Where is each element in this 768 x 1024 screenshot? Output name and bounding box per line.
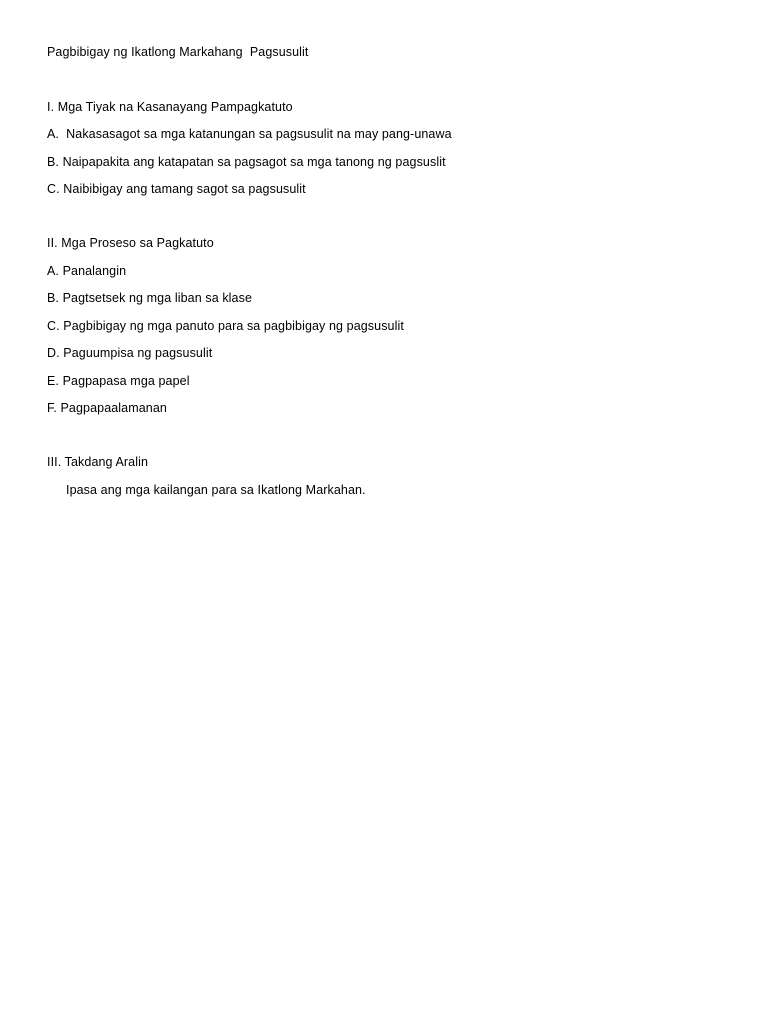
section-2-item-f: F. Pagpapaalamanan bbox=[47, 401, 167, 415]
section-3-body: Ipasa ang mga kailangan para sa Ikatlong Markahan. bbox=[66, 483, 366, 497]
section-2-item-b: B. Pagtsetsek ng mga liban sa klase bbox=[47, 291, 253, 305]
section-2-item-d: D. Paguumpisa ng pagsusulit bbox=[47, 346, 213, 360]
section-2-item-c: C. Pagbibigay ng mga panuto para sa pagbibigay ng pagsusulit bbox=[47, 319, 404, 333]
section-2-heading: II. Mga Proseso sa Pagkatuto bbox=[47, 236, 214, 250]
section-1-item-a: A. Nakasasagot sa mga katanungan sa pagsusulit na may pang-unawa bbox=[47, 127, 452, 141]
section-1-heading: I. Mga Tiyak na Kasanayang Pampagkatuto bbox=[47, 100, 293, 114]
document-title: Pagbibigay ng Ikatlong Markahang Pagsusulit bbox=[47, 45, 309, 59]
section-1-item-b: B. Naipapakita ang katapatan sa pagsagot sa mga tanong ng pagsuslit bbox=[47, 155, 446, 169]
section-1-item-c: C. Naibibigay ang tamang sagot sa pagsusulit bbox=[47, 182, 306, 196]
section-2-item-e: E. Pagpapasa mga papel bbox=[47, 374, 190, 388]
section-3-heading: III. Takdang Aralin bbox=[47, 455, 149, 469]
section-2-item-a: A. Panalangin bbox=[47, 264, 127, 278]
